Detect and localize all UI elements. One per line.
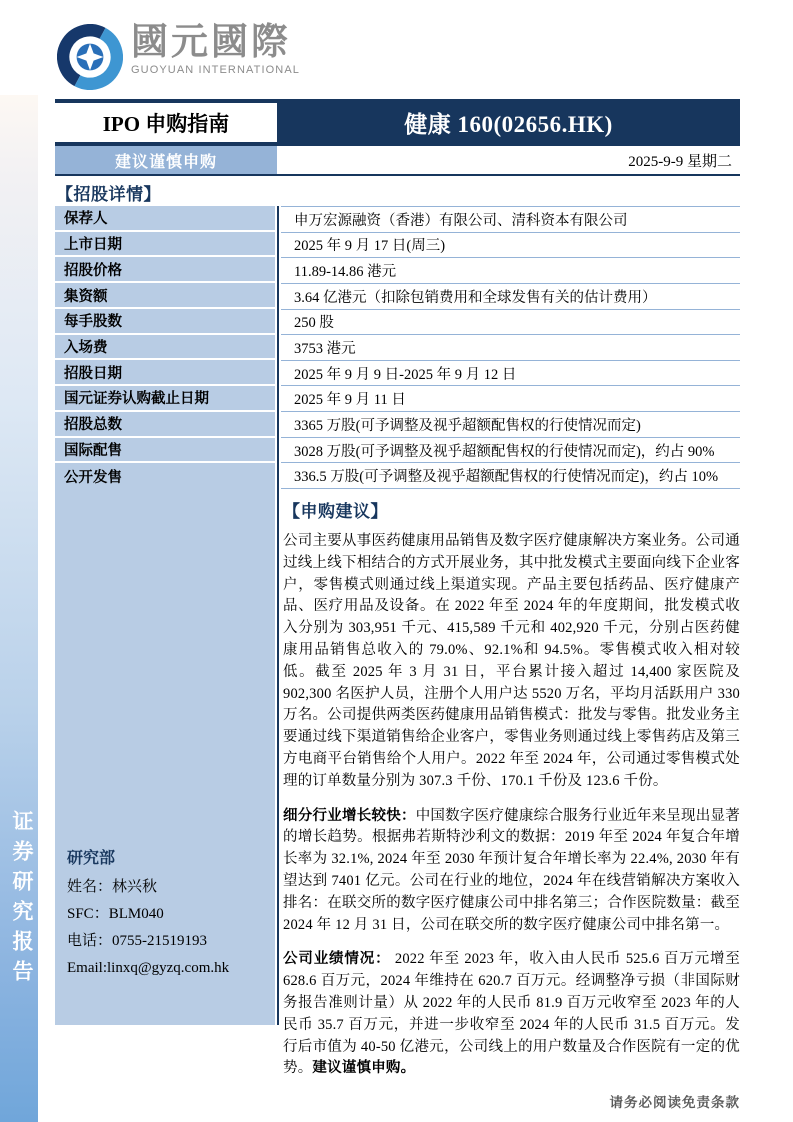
advice-paragraph-industry: 细分行业增长较快：中国数字医疗健康综合服务行业近年来呈现出显著的增长趋势。根据弗若斯特沙利文的数据：2019 年至 2024 年复合年增长率为 32.1%, 2024 年至 2030 年预计复合年增长率为 22.4%, 2030 年有望达到 7401 亿元。公司在行业的地位，2024 年在线营销解决方案收入排名：在联交所的数字医疗健康公司中排名第三；合作医院数量：截至 2024 年 12 月 31 日，公司在联交所的数字医疗健康公司中排名第一。 (283, 807, 740, 933)
logo-wordmark (131, 24, 300, 76)
doc-type-title: IPO 申购指南 (55, 99, 277, 146)
vertical-report-type-label: 证券研究报告 (10, 810, 34, 990)
row-value: 11.89-14.86 港元 (281, 258, 740, 284)
report-date: 2025-9-9 星期二 (628, 153, 732, 170)
subscription-advice-section (283, 497, 740, 1093)
offer-details-title: 【招股详情】 (56, 185, 161, 204)
logo-en-text: GUOYUAN INTERNATIONAL (131, 64, 300, 76)
subscription-advice-body (283, 531, 740, 1080)
row-label: 招股价格 (55, 257, 275, 283)
offer-details-table (55, 206, 740, 489)
row-value: 336.5 万股(可予调整及视乎超额配售权的行使情况而定)，约占 10% (281, 463, 740, 489)
row-value: 3753 港元 (281, 335, 740, 361)
row-value: 3028 万股(可予调整及视乎超额配售权的行使情况而定)，约占 90% (281, 438, 740, 464)
analyst-tel-line: 电话：0755-21519193 (67, 933, 207, 949)
side-gradient-strip (0, 95, 38, 1122)
company-logo (57, 24, 300, 95)
performance-paragraph-lead: 公司业绩情况： (283, 951, 391, 968)
advice-paragraph-performance: 公司业绩情况： 2022 年至 2023 年，收入由人民币 525.6 百万元增至 628.6 百万元，2024 年维持在 620.7 百万元。经调整净亏损（非国际财务报告准则计量）从 2022 年的人民币 81.9 百万元收窄至 2023 年的人民币 35.7 百万元，并进一步收窄至 2024 年的人民币 31.5 百万元。发行后市值为 40-50 亿港元，公司线上的用户数量及合作医院有一定的优势。建议谨慎申购。 (283, 951, 740, 1077)
analyst-email-line: Email:linxq@gyzq.com.hk (67, 960, 230, 976)
offer-table-label-column (55, 206, 275, 489)
row-label: 国元证券认购截止日期 (55, 386, 275, 412)
row-value: 2025 年 9 月 11 日 (281, 386, 740, 412)
row-label: 保荐人 (55, 206, 275, 232)
row-label: 公开发售 (55, 463, 275, 489)
row-label: 每手股数 (55, 309, 275, 335)
header-band (55, 99, 740, 146)
row-value: 申万宏源融资（香港）有限公司、清科资本有限公司 (281, 207, 740, 233)
row-label: 入场费 (55, 335, 275, 361)
header-subband (55, 146, 740, 176)
subscription-advice-title: 【申购建议】 (283, 502, 388, 521)
offer-table-value-column (281, 206, 740, 489)
guoyuan-logo-icon (57, 24, 123, 95)
logo-cn-text: 國元國際 (131, 22, 291, 63)
row-value: 2025 年 9 月 17 日(周三) (281, 233, 740, 259)
row-label: 招股总数 (55, 412, 275, 438)
stock-title: 健康 160(02656.HK) (277, 99, 740, 146)
column-divider-rule (277, 206, 279, 1025)
analyst-name-line: 姓名：林兴秋 (67, 879, 158, 895)
row-label: 上市日期 (55, 232, 275, 258)
row-label: 集资额 (55, 283, 275, 309)
disclaimer-note: 请务必阅读免责条款 (609, 1095, 740, 1110)
research-contact-block (67, 845, 229, 982)
row-value: 3.64 亿港元（扣除包销费用和全球发售有关的估计费用） (281, 284, 740, 310)
analyst-sfc-line: SFC：BLM040 (67, 906, 164, 922)
research-dept-label: 研究部 (67, 850, 116, 867)
research-team-panel (55, 487, 275, 1025)
advice-paragraph-company: 公司主要从事医药健康用品销售及数字医疗健康解决方案业务。公司通过线上线下相结合的方式开展业务，其中批发模式主要面向线下企业客户，零售模式则通过线上渠道实现。产品主要包括药品、医疗健康产品、医疗用品及设备。在 2022 年至 2024 年的年度期间，批发模式收入分别为 303,951 千元、415,589 千元和 402,920 千元，分别占医药健康用品销售总收入的 79.0%、92.1%和 94.5%。零售模式收入相对较低。截至 2025 年 3 月 31 日，平台累计接入超过 14,400 家医院及 902,300 名医护人员，注册个人用户达 5520 万名，平均月活跃用户 330 万名。公司提供两类医药健康用品销售模式：批发与零售。批发业务主要通过线下渠道销售给企业客户，零售业务则通过线上零售药店及第三方电商平台销售给个人用户。2022 年至 2024 年，公司通过零售模式处理的订单数量分别为 307.3 千份、170.1 千份及 123.6 千份。 (283, 533, 740, 789)
row-label: 国际配售 (55, 438, 275, 464)
row-value: 250 股 (281, 310, 740, 336)
row-label: 招股日期 (55, 360, 275, 386)
industry-paragraph-lead: 细分行业增长较快： (283, 807, 416, 824)
row-value: 2025 年 9 月 9 日-2025 年 9 月 12 日 (281, 361, 740, 387)
final-recommendation-text: 建议谨慎申购。 (312, 1060, 416, 1077)
recommendation-badge: 建议谨慎申购 (55, 146, 277, 174)
row-value: 3365 万股(可予调整及视乎超额配售权的行使情况而定) (281, 412, 740, 438)
